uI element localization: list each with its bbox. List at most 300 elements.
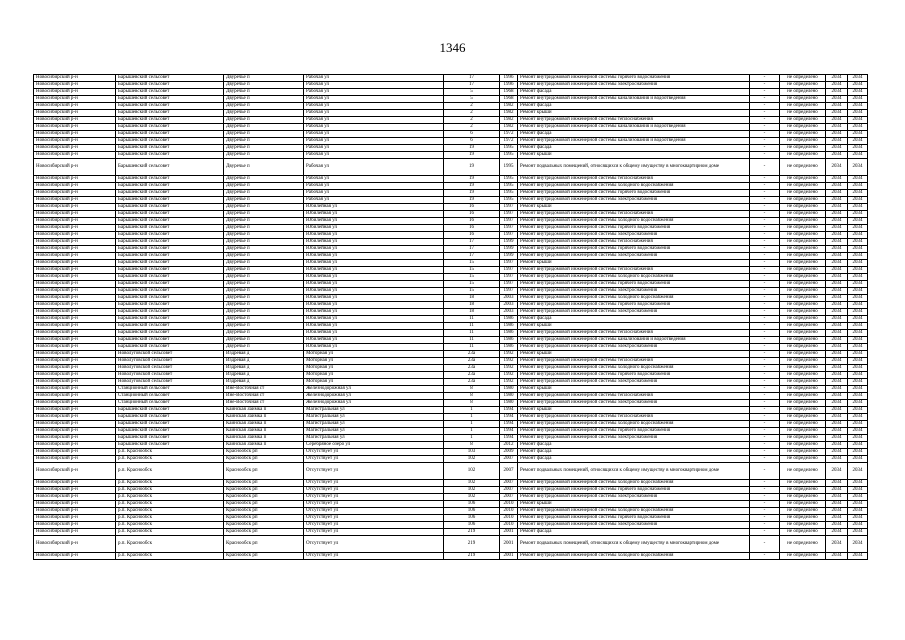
cell-work-type: Ремонт внутридомовой инженерной системы горячего водоснабжения bbox=[518, 302, 750, 309]
cell-year: 1992 bbox=[500, 365, 518, 372]
cell-settlement: Барышевский сельсовет bbox=[116, 197, 224, 204]
cell-district: Новосибирский р-н bbox=[34, 159, 116, 176]
cell-district: Новосибирский р-н bbox=[34, 232, 116, 239]
cell-work-type: Ремонт внутридомовой инженерной системы теплоснабжения bbox=[518, 358, 750, 365]
cell-start-year: 2034 bbox=[826, 124, 848, 131]
cell-status: не определено bbox=[780, 138, 826, 145]
cell-end-year: 2034 bbox=[848, 309, 868, 316]
cell-house: 23а bbox=[444, 365, 500, 372]
cell-end-year: 2034 bbox=[848, 393, 868, 400]
table-row bbox=[34, 103, 868, 110]
cell-house: 17 bbox=[444, 253, 500, 260]
cell-cost: - bbox=[750, 393, 780, 400]
cell-end-year: 2034 bbox=[848, 302, 868, 309]
cell-work-type: Ремонт крыши bbox=[518, 351, 750, 358]
cell-status: не определено bbox=[780, 267, 826, 274]
cell-locality: Ине-Восточная ст bbox=[224, 400, 304, 407]
cell-end-year: 2034 bbox=[848, 522, 868, 529]
cell-district: Новосибирский р-н bbox=[34, 96, 116, 103]
cell-year: 2001 bbox=[500, 536, 518, 553]
cell-cost: - bbox=[750, 372, 780, 379]
cell-work-type: Ремонт внутридомовой инженерной системы электроснабжения bbox=[518, 379, 750, 386]
table-row bbox=[34, 145, 868, 152]
cell-year: 2003 bbox=[500, 295, 518, 302]
cell-work-type: Ремонт внутридомовой инженерной системы холодного водоснабжения bbox=[518, 183, 750, 190]
cell-locality: Двуречье п bbox=[224, 138, 304, 145]
cell-locality: Краснообск рп bbox=[224, 494, 304, 501]
cell-cost: - bbox=[750, 302, 780, 309]
cell-district: Новосибирский р-н bbox=[34, 117, 116, 124]
cell-locality: Двуречье п bbox=[224, 159, 304, 176]
cell-status: не определено bbox=[780, 253, 826, 260]
cell-start-year: 2034 bbox=[826, 449, 848, 456]
cell-end-year: 2034 bbox=[848, 103, 868, 110]
cell-cost: - bbox=[750, 442, 780, 449]
cell-street: Юбилейная ул bbox=[304, 260, 444, 267]
cell-settlement: Барышевский сельсовет bbox=[116, 75, 224, 82]
cell-settlement: Барышевский сельсовет bbox=[116, 302, 224, 309]
cell-end-year: 2034 bbox=[848, 138, 868, 145]
table-row bbox=[34, 253, 868, 260]
cell-end-year: 2034 bbox=[848, 204, 868, 211]
cell-status: не определено bbox=[780, 232, 826, 239]
cell-locality: Двуречье п bbox=[224, 190, 304, 197]
cell-settlement: Барышевский сельсовет bbox=[116, 330, 224, 337]
cell-settlement: Барышевский сельсовет bbox=[116, 421, 224, 428]
cell-settlement: Барышевский сельсовет bbox=[116, 260, 224, 267]
cell-status: не определено bbox=[780, 400, 826, 407]
cell-start-year: 2034 bbox=[826, 218, 848, 225]
cell-locality: Двуречье п bbox=[224, 330, 304, 337]
cell-status: не определено bbox=[780, 110, 826, 117]
cell-end-year: 2034 bbox=[848, 316, 868, 323]
cell-district: Новосибирский р-н bbox=[34, 421, 116, 428]
cell-street: Юбилейная ул bbox=[304, 330, 444, 337]
cell-cost: - bbox=[750, 400, 780, 407]
cell-district: Новосибирский р-н bbox=[34, 442, 116, 449]
table-row bbox=[34, 204, 868, 211]
cell-work-type: Ремонт внутридомовой инженерной системы электроснабжения bbox=[518, 197, 750, 204]
cell-year: 1996 bbox=[500, 75, 518, 82]
cell-house: 16 bbox=[444, 211, 500, 218]
cell-cost: - bbox=[750, 89, 780, 96]
cell-start-year: 2034 bbox=[826, 480, 848, 487]
cell-settlement: р.п. Краснообск bbox=[116, 522, 224, 529]
cell-year: 1992 bbox=[500, 351, 518, 358]
cell-locality: Каинская Заимка п bbox=[224, 407, 304, 414]
cell-locality: Двуречье п bbox=[224, 152, 304, 159]
cell-cost: - bbox=[750, 159, 780, 176]
cell-year: 1980 bbox=[500, 393, 518, 400]
cell-work-type: Ремонт внутридомовой инженерной системы горячего водоснабжения bbox=[518, 428, 750, 435]
cell-cost: - bbox=[750, 428, 780, 435]
cell-work-type: Ремонт внутридомовой инженерной системы электроснабжения bbox=[518, 82, 750, 89]
cell-cost: - bbox=[750, 295, 780, 302]
cell-house: 15 bbox=[444, 288, 500, 295]
cell-start-year: 2034 bbox=[826, 145, 848, 152]
cell-district: Новосибирский р-н bbox=[34, 529, 116, 536]
cell-year: 2003 bbox=[500, 309, 518, 316]
cell-end-year: 2034 bbox=[848, 344, 868, 351]
cell-street: Отсутствует ул bbox=[304, 487, 444, 494]
cell-settlement: Барышевский сельсовет bbox=[116, 309, 224, 316]
cell-cost: - bbox=[750, 379, 780, 386]
cell-end-year: 2034 bbox=[848, 239, 868, 246]
cell-start-year: 2034 bbox=[826, 138, 848, 145]
table-row bbox=[34, 218, 868, 225]
cell-street: Магистральная ул bbox=[304, 414, 444, 421]
cell-work-type: Ремонт внутридомовой инженерной системы холодного водоснабжения bbox=[518, 421, 750, 428]
cell-district: Новосибирский р-н bbox=[34, 351, 116, 358]
table-row bbox=[34, 522, 868, 529]
cell-work-type: Ремонт крыши bbox=[518, 323, 750, 330]
cell-street: Рабочая ул bbox=[304, 82, 444, 89]
cell-cost: - bbox=[750, 494, 780, 501]
cell-year: 1972 bbox=[500, 138, 518, 145]
table-row bbox=[34, 358, 868, 365]
cell-settlement: Барышевский сельсовет bbox=[116, 159, 224, 176]
cell-work-type: Ремонт внутридомовой инженерной системы теплоснабжения bbox=[518, 414, 750, 421]
cell-status: не определено bbox=[780, 316, 826, 323]
cell-house: 102 bbox=[444, 480, 500, 487]
table-row bbox=[34, 225, 868, 232]
cell-start-year: 2034 bbox=[826, 400, 848, 407]
cell-year: 1997 bbox=[500, 232, 518, 239]
cell-cost: - bbox=[750, 152, 780, 159]
cell-settlement: Барышевский сельсовет bbox=[116, 274, 224, 281]
cell-street: Магистральная ул bbox=[304, 435, 444, 442]
cell-house: 1 bbox=[444, 428, 500, 435]
cell-cost: - bbox=[750, 480, 780, 487]
cell-year: 2003 bbox=[500, 302, 518, 309]
cell-settlement: Барышевский сельсовет bbox=[116, 145, 224, 152]
cell-settlement: Барышевский сельсовет bbox=[116, 323, 224, 330]
table-row bbox=[34, 82, 868, 89]
cell-house: 219 bbox=[444, 536, 500, 553]
cell-year: 2010 bbox=[500, 508, 518, 515]
cell-street: Юбилейная ул bbox=[304, 344, 444, 351]
cell-status: не определено bbox=[780, 239, 826, 246]
cell-cost: - bbox=[750, 103, 780, 110]
cell-locality: Двуречье п bbox=[224, 274, 304, 281]
cell-year: 2007 bbox=[500, 463, 518, 480]
cell-start-year: 2034 bbox=[826, 183, 848, 190]
cell-locality: Двуречье п bbox=[224, 344, 304, 351]
cell-year: 1996 bbox=[500, 82, 518, 89]
cell-work-type: Ремонт внутридомовой инженерной системы холодного водоснабжения bbox=[518, 218, 750, 225]
cell-end-year: 2034 bbox=[848, 211, 868, 218]
cell-district: Новосибирский р-н bbox=[34, 176, 116, 183]
table-row bbox=[34, 344, 868, 351]
cell-locality: Краснообск рп bbox=[224, 449, 304, 456]
cell-end-year: 2034 bbox=[848, 246, 868, 253]
cell-start-year: 2034 bbox=[826, 351, 848, 358]
table-row bbox=[34, 501, 868, 508]
cell-work-type: Ремонт фасада bbox=[518, 442, 750, 449]
table-row bbox=[34, 330, 868, 337]
table-row bbox=[34, 176, 868, 183]
cell-cost: - bbox=[750, 365, 780, 372]
cell-year: 2007 bbox=[500, 480, 518, 487]
cell-settlement: Барышевский сельсовет bbox=[116, 225, 224, 232]
cell-settlement: р.п. Краснообск bbox=[116, 449, 224, 456]
cell-year: 2007 bbox=[500, 494, 518, 501]
cell-street: Юбилейная ул bbox=[304, 211, 444, 218]
cell-street: Юбилейная ул bbox=[304, 232, 444, 239]
cell-street: Юбилейная ул bbox=[304, 274, 444, 281]
cell-settlement: Барышевский сельсовет bbox=[116, 96, 224, 103]
cell-end-year: 2034 bbox=[848, 536, 868, 553]
table-row bbox=[34, 480, 868, 487]
cell-district: Новосибирский р-н bbox=[34, 372, 116, 379]
cell-work-type: Ремонт внутридомовой инженерной системы холодного водоснабжения bbox=[518, 553, 750, 560]
table-row bbox=[34, 211, 868, 218]
cell-house: 106 bbox=[444, 515, 500, 522]
cell-status: не определено bbox=[780, 494, 826, 501]
cell-status: не определено bbox=[780, 386, 826, 393]
cell-start-year: 2034 bbox=[826, 232, 848, 239]
table-row bbox=[34, 323, 868, 330]
cell-street: Юбилейная ул bbox=[304, 204, 444, 211]
table-row bbox=[34, 400, 868, 407]
cell-year: 1994 bbox=[500, 421, 518, 428]
cell-year: 1994 bbox=[500, 407, 518, 414]
cell-settlement: Новолуговской сельсовет bbox=[116, 358, 224, 365]
cell-work-type: Ремонт внутридомовой инженерной системы электроснабжения bbox=[518, 344, 750, 351]
table-row bbox=[34, 239, 868, 246]
cell-settlement: р.п. Краснообск bbox=[116, 494, 224, 501]
cell-work-type: Ремонт фасада bbox=[518, 145, 750, 152]
cell-district: Новосибирский р-н bbox=[34, 553, 116, 560]
cell-year: 2007 bbox=[500, 456, 518, 463]
cell-district: Новосибирский р-н bbox=[34, 515, 116, 522]
cell-locality: Двуречье п bbox=[224, 176, 304, 183]
cell-work-type: Ремонт внутридомовой инженерной системы канализования и водоотведения bbox=[518, 138, 750, 145]
cell-house: 106 bbox=[444, 522, 500, 529]
table-row bbox=[34, 75, 868, 82]
cell-cost: - bbox=[750, 110, 780, 117]
cell-start-year: 2034 bbox=[826, 344, 848, 351]
cell-status: не определено bbox=[780, 89, 826, 96]
cell-locality: Двуречье п bbox=[224, 131, 304, 138]
table-row bbox=[34, 295, 868, 302]
cell-cost: - bbox=[750, 96, 780, 103]
cell-locality: Двуречье п bbox=[224, 204, 304, 211]
cell-cost: - bbox=[750, 421, 780, 428]
cell-street: Юбилейная ул bbox=[304, 267, 444, 274]
cell-start-year: 2034 bbox=[826, 372, 848, 379]
table-row bbox=[34, 197, 868, 204]
cell-cost: - bbox=[750, 330, 780, 337]
cell-locality: Двуречье п bbox=[224, 218, 304, 225]
cell-district: Новосибирский р-н bbox=[34, 494, 116, 501]
cell-settlement: р.п. Краснообск bbox=[116, 515, 224, 522]
cell-street: Рабочая ул bbox=[304, 96, 444, 103]
cell-year: 1986 bbox=[500, 330, 518, 337]
cell-house: 1 bbox=[444, 435, 500, 442]
cell-status: не определено bbox=[780, 260, 826, 267]
cell-work-type: Ремонт подвальных помещений, относящихся к общему имуществу в многоквартирном доме bbox=[518, 463, 750, 480]
cell-district: Новосибирский р-н bbox=[34, 260, 116, 267]
cell-street: Магистральная ул bbox=[304, 407, 444, 414]
cell-district: Новосибирский р-н bbox=[34, 204, 116, 211]
cell-work-type: Ремонт внутридомовой инженерной системы электроснабжения bbox=[518, 232, 750, 239]
cell-year: 1986 bbox=[500, 337, 518, 344]
cell-year: 2007 bbox=[500, 487, 518, 494]
cell-status: не определено bbox=[780, 288, 826, 295]
cell-settlement: Барышевский сельсовет bbox=[116, 82, 224, 89]
cell-status: не определено bbox=[780, 529, 826, 536]
cell-start-year: 2034 bbox=[826, 428, 848, 435]
cell-street: Рабочая ул bbox=[304, 159, 444, 176]
cell-start-year: 2034 bbox=[826, 337, 848, 344]
cell-house: 16 bbox=[444, 218, 500, 225]
cell-year: 2009 bbox=[500, 449, 518, 456]
cell-year: 1997 bbox=[500, 267, 518, 274]
cell-end-year: 2034 bbox=[848, 337, 868, 344]
cell-year: 1997 bbox=[500, 281, 518, 288]
cell-settlement: Барышевский сельсовет bbox=[116, 295, 224, 302]
table-row bbox=[34, 435, 868, 442]
cell-work-type: Ремонт внутридомовой инженерной системы электроснабжения bbox=[518, 494, 750, 501]
table-row bbox=[34, 428, 868, 435]
cell-end-year: 2034 bbox=[848, 183, 868, 190]
cell-street: Отсутствует ул bbox=[304, 515, 444, 522]
cell-house: 103 bbox=[444, 449, 500, 456]
cell-district: Новосибирский р-н bbox=[34, 253, 116, 260]
cell-status: не определено bbox=[780, 246, 826, 253]
cell-house: 5 bbox=[444, 96, 500, 103]
cell-year: 1992 bbox=[500, 372, 518, 379]
cell-year: 1999 bbox=[500, 253, 518, 260]
cell-district: Новосибирский р-н bbox=[34, 302, 116, 309]
cell-settlement: Новолуговской сельсовет bbox=[116, 379, 224, 386]
cell-house: 15 bbox=[444, 260, 500, 267]
table-row bbox=[34, 393, 868, 400]
cell-locality: Двуречье п bbox=[224, 239, 304, 246]
cell-end-year: 2034 bbox=[848, 82, 868, 89]
cell-settlement: р.п. Краснообск bbox=[116, 463, 224, 480]
cell-start-year: 2034 bbox=[826, 211, 848, 218]
cell-work-type: Ремонт внутридомовой инженерной системы электроснабжения bbox=[518, 288, 750, 295]
cell-status: не определено bbox=[780, 145, 826, 152]
cell-cost: - bbox=[750, 232, 780, 239]
cell-street: Рабочая ул bbox=[304, 89, 444, 96]
cell-cost: - bbox=[750, 246, 780, 253]
cell-cost: - bbox=[750, 260, 780, 267]
table-row bbox=[34, 494, 868, 501]
table-row bbox=[34, 529, 868, 536]
cell-locality: Двуречье п bbox=[224, 337, 304, 344]
cell-end-year: 2034 bbox=[848, 131, 868, 138]
cell-street: Железнодорожная ул bbox=[304, 400, 444, 407]
cell-cost: - bbox=[750, 407, 780, 414]
cell-work-type: Ремонт крыши bbox=[518, 260, 750, 267]
cell-district: Новосибирский р-н bbox=[34, 103, 116, 110]
cell-street: Юбилейная ул bbox=[304, 281, 444, 288]
cell-district: Новосибирский р-н bbox=[34, 110, 116, 117]
table-row bbox=[34, 110, 868, 117]
cell-start-year: 2034 bbox=[826, 281, 848, 288]
cell-district: Новосибирский р-н bbox=[34, 393, 116, 400]
cell-street: Моторная ул bbox=[304, 372, 444, 379]
cell-work-type: Ремонт внутридомовой инженерной системы теплоснабжения bbox=[518, 117, 750, 124]
cell-status: не определено bbox=[780, 351, 826, 358]
cell-street: Рабочая ул bbox=[304, 190, 444, 197]
cell-house: 19 bbox=[444, 183, 500, 190]
cell-year: 2010 bbox=[500, 501, 518, 508]
cell-locality: Каинская Заимка п bbox=[224, 435, 304, 442]
table-row bbox=[34, 131, 868, 138]
cell-status: не определено bbox=[780, 463, 826, 480]
cell-locality: Двуречье п bbox=[224, 302, 304, 309]
cell-start-year: 2034 bbox=[826, 253, 848, 260]
cell-settlement: Барышевский сельсовет bbox=[116, 281, 224, 288]
cell-start-year: 2034 bbox=[826, 316, 848, 323]
cell-settlement: Барышевский сельсовет bbox=[116, 190, 224, 197]
cell-house: 106 bbox=[444, 501, 500, 508]
cell-cost: - bbox=[750, 316, 780, 323]
cell-work-type: Ремонт внутридомовой инженерной системы электроснабжения bbox=[518, 435, 750, 442]
cell-status: не определено bbox=[780, 337, 826, 344]
cell-locality: Ине-Восточная ст bbox=[224, 393, 304, 400]
cell-street: Юбилейная ул bbox=[304, 323, 444, 330]
cell-locality: Двуречье п bbox=[224, 281, 304, 288]
cell-year: 1986 bbox=[500, 316, 518, 323]
cell-work-type: Ремонт фасада bbox=[518, 89, 750, 96]
cell-status: не определено bbox=[780, 330, 826, 337]
cell-start-year: 2034 bbox=[826, 323, 848, 330]
cell-district: Новосибирский р-н bbox=[34, 330, 116, 337]
cell-cost: - bbox=[750, 117, 780, 124]
cell-year: 1997 bbox=[500, 274, 518, 281]
cell-end-year: 2034 bbox=[848, 253, 868, 260]
cell-year: 1982 bbox=[500, 117, 518, 124]
cell-end-year: 2034 bbox=[848, 414, 868, 421]
cell-status: не определено bbox=[780, 372, 826, 379]
cell-settlement: р.п. Краснообск bbox=[116, 529, 224, 536]
cell-district: Новосибирский р-н bbox=[34, 124, 116, 131]
cell-district: Новосибирский р-н bbox=[34, 267, 116, 274]
cell-year: 2010 bbox=[500, 522, 518, 529]
cell-settlement: Барышевский сельсовет bbox=[116, 211, 224, 218]
cell-street: Отсутствует ул bbox=[304, 553, 444, 560]
cell-house: 102 bbox=[444, 494, 500, 501]
cell-status: не определено bbox=[780, 281, 826, 288]
cell-cost: - bbox=[750, 176, 780, 183]
cell-year: 1968 bbox=[500, 96, 518, 103]
cell-district: Новосибирский р-н bbox=[34, 323, 116, 330]
cell-street: Рабочая ул bbox=[304, 117, 444, 124]
cell-status: не определено bbox=[780, 274, 826, 281]
cell-locality: Издревая д bbox=[224, 379, 304, 386]
cell-locality: Краснообск рп bbox=[224, 515, 304, 522]
cell-settlement: р.п. Краснообск bbox=[116, 501, 224, 508]
cell-district: Новосибирский р-н bbox=[34, 487, 116, 494]
cell-work-type: Ремонт крыши bbox=[518, 407, 750, 414]
table-row bbox=[34, 414, 868, 421]
cell-locality: Каинская Заимка п bbox=[224, 414, 304, 421]
cell-start-year: 2034 bbox=[826, 103, 848, 110]
cell-street: Моторная ул bbox=[304, 379, 444, 386]
cell-district: Новосибирский р-н bbox=[34, 536, 116, 553]
cell-end-year: 2034 bbox=[848, 442, 868, 449]
cell-end-year: 2034 bbox=[848, 358, 868, 365]
cell-house: 8 bbox=[444, 442, 500, 449]
cell-street: Рабочая ул bbox=[304, 131, 444, 138]
cell-locality: Двуречье п bbox=[224, 82, 304, 89]
cell-house: 15 bbox=[444, 281, 500, 288]
